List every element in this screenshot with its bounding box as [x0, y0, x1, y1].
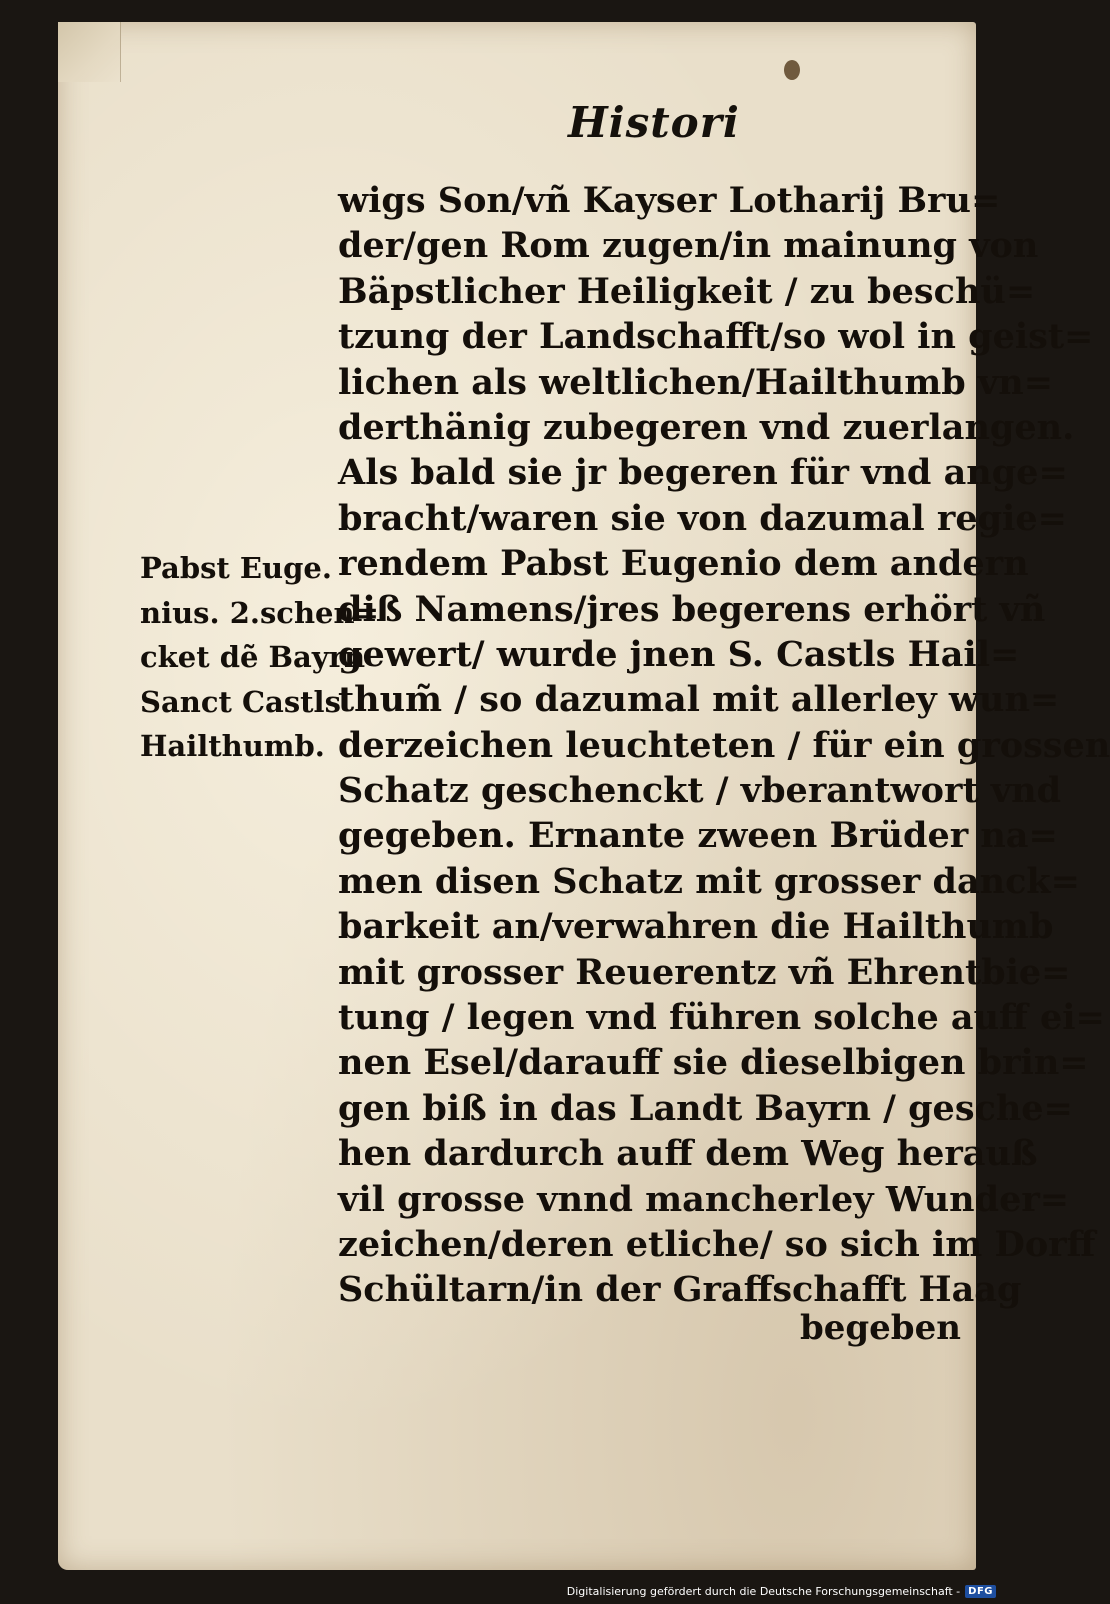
text-line: tzung der Landschafft/so wol in geist= — [338, 316, 1094, 358]
text-line: nen Esel/darauff sie dieselbigen brin= — [338, 1042, 1089, 1084]
margin-note-line: nius. 2.schen= — [140, 595, 379, 630]
text-line: gegeben. Ernante zween Brüder na= — [338, 815, 1058, 857]
text-line: men disen Schatz mit grosser danck= — [338, 860, 1080, 902]
ink-spot — [784, 60, 800, 80]
text-line: mit grosser Reuerentz vñ Ehrentbie= — [338, 951, 1071, 993]
text-line: wigs Son/vñ Kayser Lotharij Bru= — [338, 180, 1001, 221]
footer-credit: Digitalisierung gefördert durch die Deutsche Forschungsgemeinschaft - — [566, 1584, 961, 1598]
text-line: hen dardurch auff dem Weg herauß — [338, 1133, 1038, 1175]
text-line: rendem Pabst Eugenio dem andern — [338, 543, 1029, 585]
text-line: thum̃ / so dazumal mit allerley wun= — [338, 679, 1060, 721]
margin-note-line: Pabst Euge. — [140, 551, 332, 585]
running-header: Histori — [568, 98, 740, 147]
text-line: vil grosse vnnd mancherley Wunder= — [338, 1178, 1070, 1220]
text-line: Als bald sie jr begeren für vnd ange= — [338, 452, 1068, 494]
dfg-logo-icon: DFG — [965, 1585, 996, 1598]
text-line: lichen als weltlichen/Hailthumb vn= — [338, 361, 1054, 403]
text-line: derzeichen leuchteten / für ein grossen — [338, 724, 1110, 766]
main-text-block — [338, 178, 1110, 1313]
text-line: diß Namens/jres begerens erhört vñ — [338, 588, 1046, 630]
page-corner-fold — [58, 22, 121, 82]
marginal-note — [140, 546, 379, 769]
text-line: gen biß in das Landt Bayrn / gesche= — [338, 1087, 1073, 1129]
text-line: barkeit an/verwahren die Hailthumb — [338, 906, 1054, 948]
digitization-footer — [567, 1582, 996, 1600]
margin-note-line: Hailthumb. — [140, 729, 325, 763]
text-line: der/gen Rom zugen/in mainung von — [338, 225, 1039, 267]
text-line: zeichen/deren etliche/ so sich im Dorff — [338, 1223, 1096, 1265]
text-line: derthänig zubegeren vnd zuerlangen. — [338, 406, 1075, 448]
text-line: Schatz geschenckt / vberantwort vnd — [338, 770, 1062, 812]
text-line: bracht/waren sie von dazumal regie= — [338, 497, 1067, 539]
catchword: begeben — [800, 1308, 961, 1348]
text-line: Schültarn/in der Graffschafft Haag — [338, 1269, 1022, 1311]
text-line: Bäpstlicher Heiligkeit / zu beschü= — [338, 270, 1036, 312]
text-line: gewert/ wurde jnen S. Castls Hail= — [338, 633, 1020, 675]
margin-note-line: Sanct Castls — [140, 684, 341, 719]
text-line: tung / legen vnd führen solche auff ei= — [338, 997, 1105, 1039]
margin-note-line: cket dẽ Bayrn — [140, 640, 366, 674]
